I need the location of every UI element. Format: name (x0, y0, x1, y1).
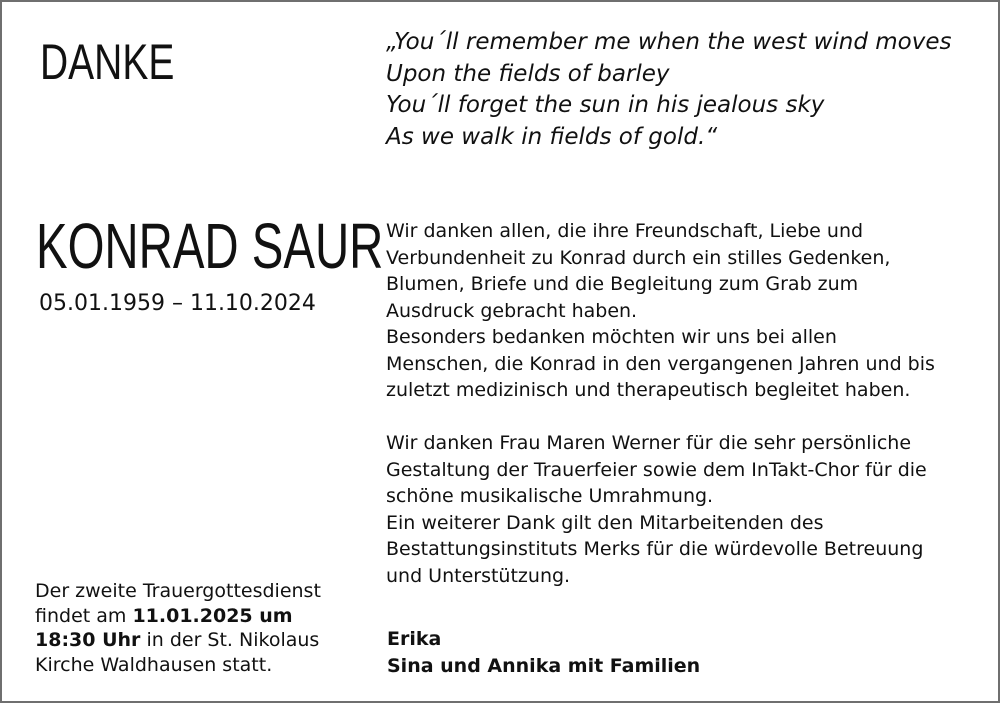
body-line: Ein weiterer Dank gilt den Mitarbeitenden des (386, 511, 824, 534)
quote-line: Upon the fields of barley (386, 60, 670, 87)
deceased-name: KONRAD SAUR (36, 210, 384, 282)
body-line: Menschen, die Konrad in den vergangenen Jahren und bis (386, 352, 935, 375)
body-line: Wir danken Frau Maren Werner für die sehr persönliche (386, 432, 912, 454)
signature-line: Sina und Annika mit Familien (387, 655, 701, 677)
body-line: Verbundenheit zu Konrad durch ein stilles Gedenken, (386, 246, 891, 269)
service-date: 11.01.2025 um (132, 604, 293, 627)
signature-line: Erika (387, 628, 442, 650)
body-line: Blumen, Briefe und die Begleitung zum Grab zum (386, 273, 859, 295)
signature (387, 626, 987, 680)
body-line: Bestattungsinstituts Merks für die würdevolle Betreuung (386, 538, 924, 560)
quote-line: You´ll forget the sun in his jealous sky (386, 92, 825, 118)
service-line: Kirche Waldhausen statt. (35, 653, 273, 676)
service-line (35, 628, 365, 653)
service-location: in der St. Nikolaus (140, 629, 320, 651)
body-line: zuletzt medizinisch und therapeutisch begleitet haben. (386, 379, 911, 401)
service-notice (35, 579, 365, 677)
body-line: schöne musikalische Umrahmung. (386, 485, 714, 507)
service-line: Der zweite Trauergottesdienst (35, 580, 321, 602)
quote-line: „You´ll remember me when the west wind moves (386, 29, 952, 55)
body-line: Ausdruck gebracht haben. (386, 299, 638, 322)
quote-line: As we walk in fields of gold.“ (386, 123, 718, 150)
body-line: Gestaltung der Trauerfeier sowie dem InTakt-Chor für die (386, 458, 927, 481)
paragraph-spacer (386, 404, 986, 431)
life-dates: 05.01.1959 – 11.10.2024 (39, 291, 316, 316)
body-line: Besonders bedanken möchten wir uns bei allen (386, 326, 837, 348)
body-line: und Unterstützung. (386, 564, 571, 587)
song-quote (386, 27, 986, 153)
body-line: Wir danken allen, die ihre Freundschaft, Liebe und (386, 220, 864, 242)
thank-you-text (386, 218, 986, 589)
service-line (35, 604, 365, 629)
service-text: findet am (35, 604, 133, 627)
service-time: 18:30 Uhr (35, 629, 141, 651)
danke-heading: DANKE (40, 34, 175, 90)
